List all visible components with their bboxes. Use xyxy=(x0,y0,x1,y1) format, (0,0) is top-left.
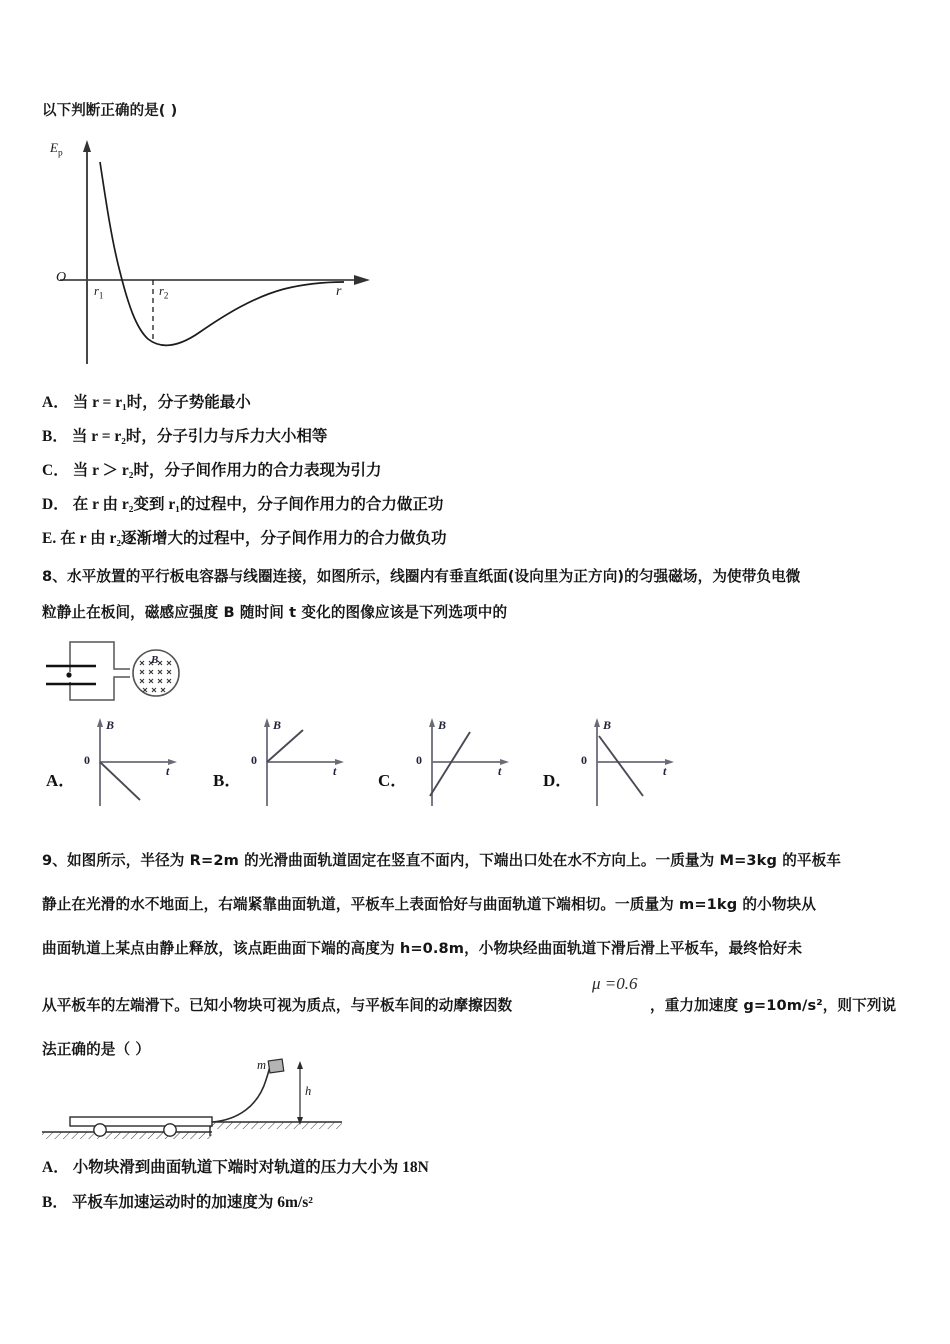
origin-label-o: O xyxy=(56,270,67,285)
tick-label-r2: $r_2$ xyxy=(159,284,169,301)
mu-value-inline: μ =0.6 xyxy=(592,974,638,993)
capacitor-coil-circuit-figure xyxy=(44,632,234,710)
bt-a-x-label: t xyxy=(166,764,170,778)
cart-track-svg xyxy=(42,1058,352,1148)
ep-curve-path xyxy=(100,162,344,345)
q7-option-d xyxy=(42,492,443,514)
tick-label-r1: $r_1$ xyxy=(94,284,104,301)
q7-option-c xyxy=(42,458,381,480)
flatbed-cart-body xyxy=(70,1117,212,1126)
bt-graph-a xyxy=(78,714,183,810)
q8-option-b-label: B． xyxy=(213,771,242,790)
q7-option-d-text: 在 r 由 r₂变到 r₁的过程中，分子间作用力的合力做正功 xyxy=(72,496,444,513)
q9-stem-line-1: 9、如图所示，半径为 R=2m 的光滑曲面轨道固定在竖直不面内，下端出口处在水不方向上。一质量为 M=3kg 的平板车 xyxy=(42,852,841,869)
q9-stem-line-6: 法正确的是（ ） xyxy=(42,1041,151,1058)
q7-option-a xyxy=(42,390,251,412)
q7-option-a-label: A． xyxy=(42,394,69,411)
molecular-potential-energy-figure xyxy=(40,132,390,372)
bt-b-y-label: B xyxy=(273,718,282,732)
q9-option-b-text: 平板车加速运动时的加速度为 6m/s² xyxy=(71,1194,313,1211)
bt-b-x-arrow xyxy=(335,759,344,765)
wire-top xyxy=(70,642,130,672)
q8-option-c-label: C． xyxy=(378,771,408,790)
ep-axis-arrow-up xyxy=(83,140,91,152)
bt-b-x-label: t xyxy=(333,764,337,778)
bt-graph-c-svg xyxy=(410,714,515,810)
ground-hatch-lower xyxy=(42,1132,212,1139)
q9-option-b-label: B． xyxy=(42,1194,68,1211)
ep-r-curve-svg xyxy=(40,132,390,372)
q7-option-b-label: B． xyxy=(42,428,68,445)
q8-stem-line-1: 8、水平放置的平行板电容器与线圈连接，如图所示，线圈内有垂直纸面(设向里为正方向)的匀强磁场，为使带负电微 xyxy=(42,568,801,585)
bt-b-origin-label: 0 xyxy=(251,753,257,767)
coil-field-label-b: B xyxy=(151,654,159,666)
q7-option-e xyxy=(42,526,446,548)
bt-c-y-label: B xyxy=(438,718,447,732)
bt-b-data-line xyxy=(267,730,303,762)
q7-option-e-label: E. xyxy=(42,530,57,547)
bt-c-x-label: t xyxy=(498,764,502,778)
bt-graph-c xyxy=(410,714,515,810)
bt-a-x-arrow xyxy=(168,759,177,765)
bt-a-data-line xyxy=(100,762,140,800)
bt-c-y-arrow xyxy=(429,718,435,727)
cart-wheel-right xyxy=(164,1124,176,1136)
q7-option-d-label: D． xyxy=(42,496,69,513)
q9-option-a xyxy=(42,1155,429,1177)
bt-graph-d-svg xyxy=(575,714,680,810)
q9-option-a-label: A． xyxy=(42,1159,69,1176)
charged-particle-dot xyxy=(66,672,71,677)
q8-option-a-label: A． xyxy=(46,771,76,790)
bt-graph-b-svg xyxy=(245,714,350,810)
q7-option-c-text: 当 r ＞ r₂时，分子间作用力的合力表现为引力 xyxy=(72,462,382,479)
bt-a-y-arrow xyxy=(97,718,103,727)
q7-option-c-label: C． xyxy=(42,462,69,479)
bt-graph-b xyxy=(245,714,350,810)
bt-c-data-line xyxy=(430,732,470,796)
bt-d-origin-label: 0 xyxy=(581,753,587,767)
block-m xyxy=(268,1059,284,1073)
cart-wheel-left xyxy=(94,1124,106,1136)
bt-d-y-arrow xyxy=(594,718,600,727)
wire-bottom xyxy=(70,677,130,700)
q7-option-b-text: 当 r = r₂时，分子引力与斥力大小相等 xyxy=(71,428,328,445)
q7-option-e-text: 在 r 由 r₂逐渐增大的过程中，分子间作用力的合力做负功 xyxy=(60,530,447,547)
r-axis-arrow-right xyxy=(354,275,370,285)
bt-graph-a-svg xyxy=(78,714,183,810)
q9-stem-line-5: ，重力加速度 g=10m/s²，则下列说 xyxy=(650,997,897,1014)
q9-stem-line-3: 曲面轨道上某点由静止释放，该点距曲面下端的高度为 h=0.8m，小物块经曲面轨道下滑后滑上平板车，最终恰好未 xyxy=(42,940,803,957)
capacitor-coil-svg xyxy=(44,632,234,710)
height-arrow-top xyxy=(297,1061,303,1069)
bt-d-y-label: B xyxy=(603,718,612,732)
bt-c-x-arrow xyxy=(500,759,509,765)
bt-b-y-arrow xyxy=(264,718,270,727)
bt-d-x-label: t xyxy=(663,764,667,778)
r-axis-label: r xyxy=(336,284,342,299)
q9-stem-line-4: 从平板车的左端滑下。已知小物块可视为质点，与平板车间的动摩擦因数 xyxy=(42,997,513,1014)
q7-option-b xyxy=(42,424,327,446)
cart-curved-track-figure xyxy=(42,1058,352,1148)
bt-graph-d xyxy=(575,714,680,810)
bt-c-origin-label: 0 xyxy=(416,753,422,767)
ep-axis-label: $E_p$ xyxy=(50,140,63,159)
q9-option-b xyxy=(42,1190,313,1212)
height-label-h: h xyxy=(305,1084,312,1098)
q9-stem-line-2: 静止在光滑的水不地面上，右端紧靠曲面轨道，平板车上表面恰好与曲面轨道下端相切。一质量为 m=1kg 的小物块从 xyxy=(42,896,816,913)
ground-hatch-upper xyxy=(210,1122,342,1129)
block-label-m: m xyxy=(257,1058,267,1072)
bt-d-x-arrow xyxy=(665,759,674,765)
bt-d-data-line xyxy=(599,736,643,796)
bt-a-origin-label: 0 xyxy=(84,753,90,767)
q9-option-a-text: 小物块滑到曲面轨道下端时对轨道的压力大小为 18N xyxy=(72,1159,429,1176)
q7-option-a-text: 当 r = r₁时，分子势能最小 xyxy=(72,394,251,411)
q8-option-d-label: D． xyxy=(543,771,573,790)
bt-a-y-label: B xyxy=(106,718,115,732)
q7-prompt: 以下判断正确的是( ) xyxy=(42,103,178,119)
q8-stem-line-2: 粒静止在板间，磁感应强度 B 随时间 t 变化的图像应该是下列选项中的 xyxy=(42,604,508,621)
